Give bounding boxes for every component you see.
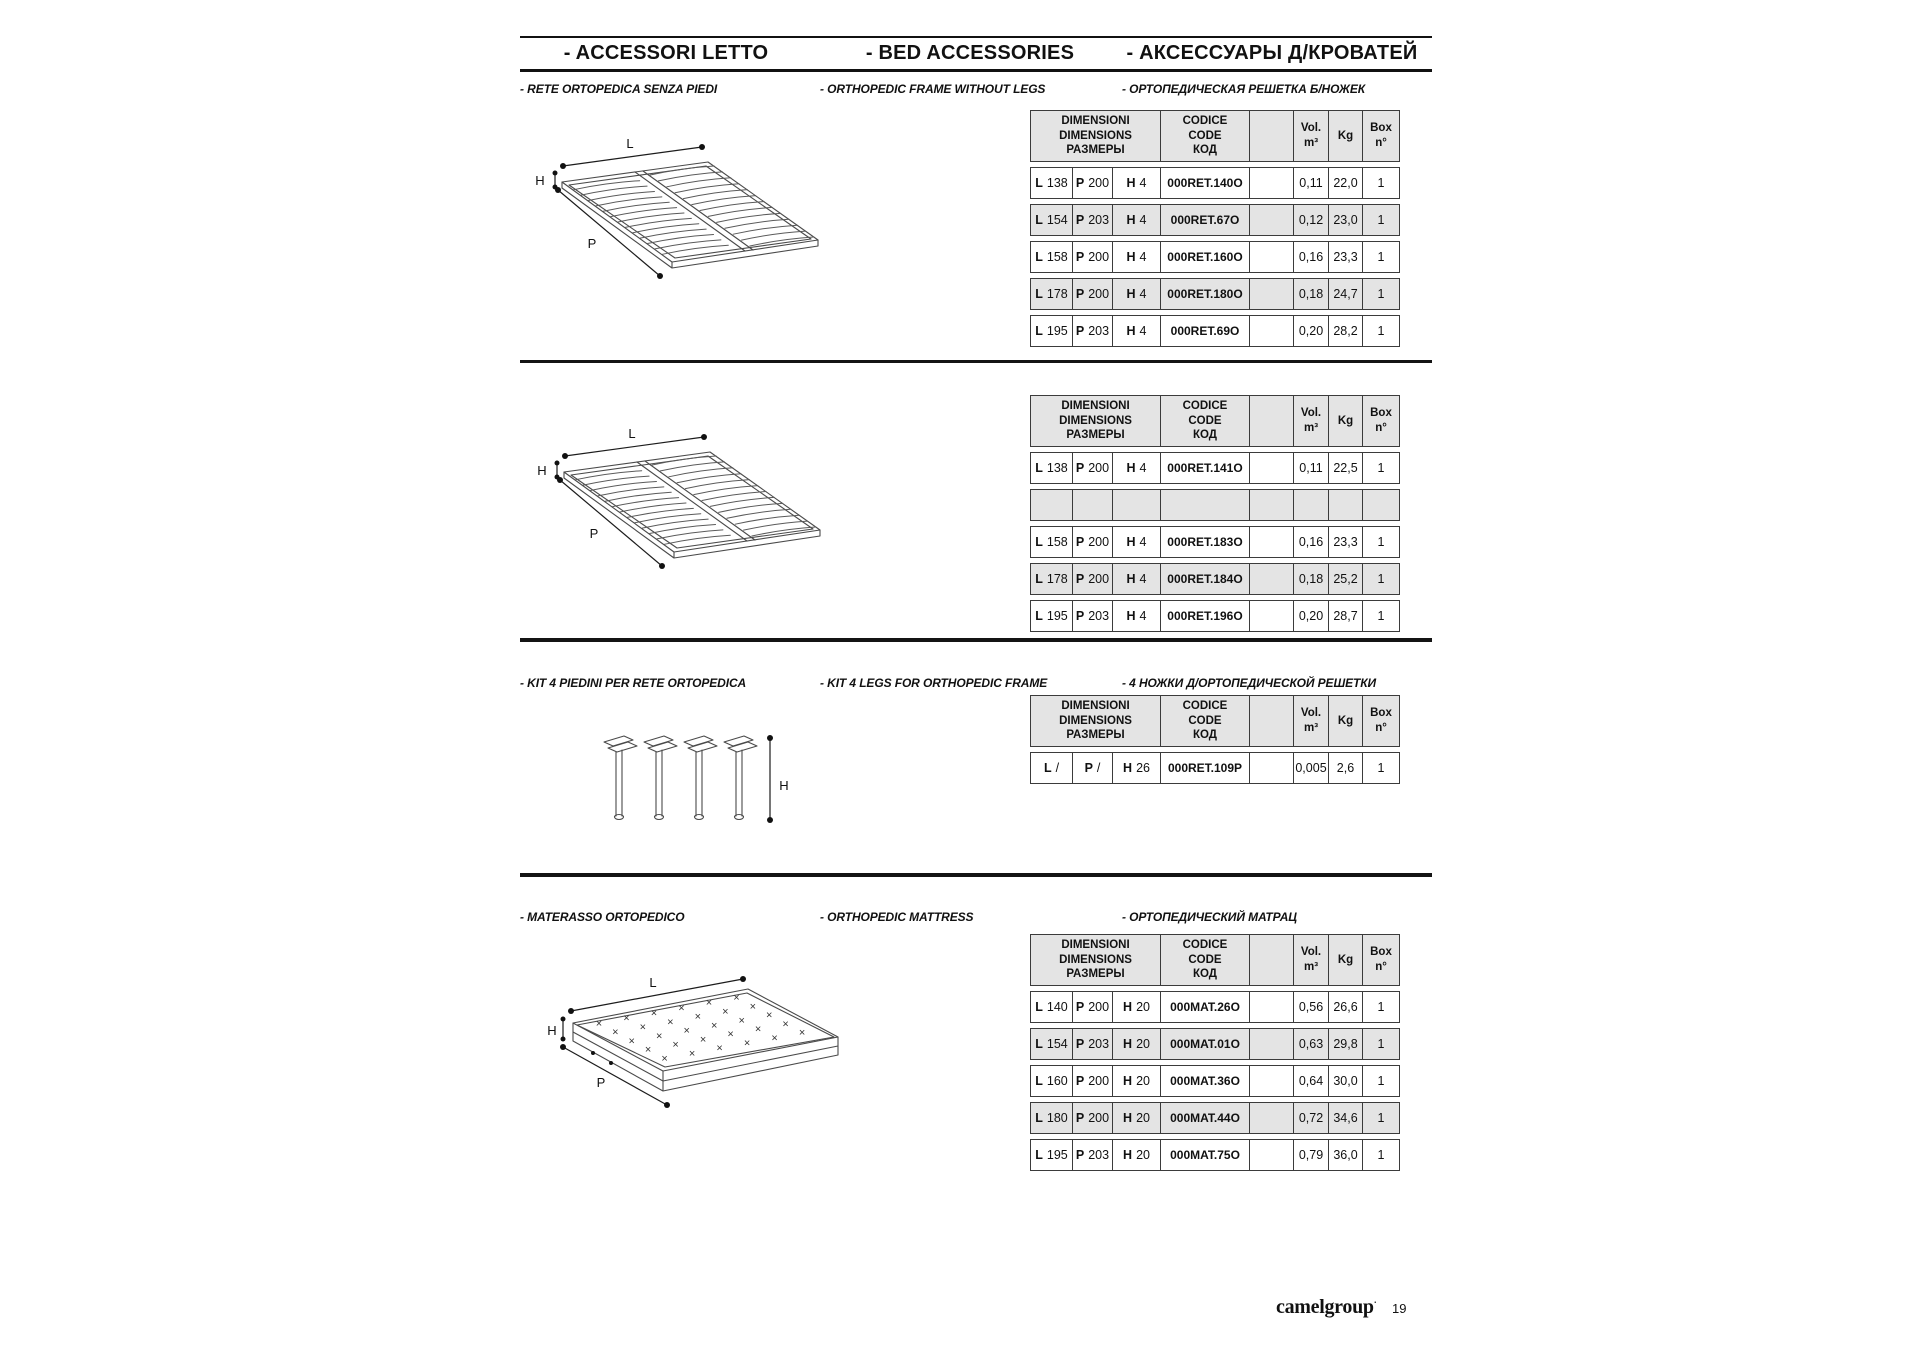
volume-cell: 0,11: [1294, 453, 1329, 483]
kg-cell: 22,0: [1329, 168, 1363, 198]
spacer-cell: [1250, 527, 1294, 557]
brand-logo: camelgroup·: [1276, 1296, 1377, 1318]
volume-cell: 0,11: [1294, 168, 1329, 198]
kg-cell: 28,7: [1329, 601, 1363, 631]
box-cell: 1: [1377, 324, 1385, 338]
table-row: [1030, 315, 1400, 347]
svg-text:×: ×: [661, 1053, 668, 1066]
code-cell: 000RET.109P: [1161, 753, 1250, 783]
table-row: [1030, 526, 1400, 558]
kit-heading-russian: - 4 НОЖКИ Д/ОРТОПЕДИЧЕСКОЙ РЕШЕТКИ: [1122, 676, 1377, 690]
col-spacer: [1250, 396, 1294, 446]
code-cell: 000RET.180O: [1161, 279, 1250, 309]
kg-cell: 36,0: [1329, 1140, 1363, 1170]
dim-p-cell: P 200: [1073, 1103, 1113, 1133]
spacer-cell: [1250, 279, 1294, 309]
svg-text:×: ×: [656, 1030, 663, 1043]
code-cell: 000MAT.01O: [1161, 1029, 1250, 1059]
col-spacer: [1250, 111, 1294, 161]
col-volume: Vol. m³: [1294, 696, 1329, 746]
mattress-table: [1030, 934, 1400, 1171]
col-dimensions: DIMENSIONI DIMENSIONS РАЗМЕРЫ: [1031, 696, 1161, 746]
box-cell: 1: [1377, 1111, 1385, 1125]
height-dim-label: H: [547, 1023, 557, 1038]
svg-text:×: ×: [743, 1037, 751, 1050]
code-cell: 000MAT.44O: [1161, 1103, 1250, 1133]
code-cell: 000RET.69O: [1161, 316, 1250, 346]
dim-p-cell: P 200: [1073, 168, 1113, 198]
frame-table-1: [1030, 110, 1400, 347]
dim-p-cell: P /: [1073, 753, 1113, 783]
svg-text:×: ×: [716, 1042, 723, 1055]
orthopedic-frame-drawing-2: [532, 408, 832, 578]
svg-text:×: ×: [672, 1039, 679, 1052]
col-kg: Kg: [1329, 935, 1363, 985]
spacer-cell: [1250, 992, 1294, 1022]
spacer-cell: [1250, 1066, 1294, 1096]
dim-l-cell: L 178: [1031, 564, 1073, 594]
page-title-russian: - АКСЕССУАРЫ Д/КРОВАТЕЙ: [1126, 42, 1418, 64]
box-cell: 1: [1377, 213, 1385, 227]
table-row: [1030, 167, 1400, 199]
dim-h-cell: H 20: [1113, 1140, 1161, 1170]
col-volume: Vol. m³: [1294, 396, 1329, 446]
dim-l-cell: L /: [1031, 753, 1073, 783]
dim-h-cell: H 26: [1113, 753, 1161, 783]
dim-p-cell: P 200: [1073, 279, 1113, 309]
svg-text:×: ×: [639, 1021, 647, 1034]
dim-l-cell: L 154: [1031, 1029, 1073, 1059]
volume-cell: 0,63: [1294, 1029, 1329, 1059]
svg-text:×: ×: [644, 1044, 652, 1057]
code-cell: 000RET.183O: [1161, 527, 1250, 557]
kg-cell: 23,3: [1329, 242, 1363, 272]
mattress-heading-english: - ORTHOPEDIC MATTRESS: [820, 910, 974, 924]
table-row: [1030, 1028, 1400, 1060]
box-cell: 1: [1377, 572, 1385, 586]
svg-text:×: ×: [628, 1035, 635, 1048]
table-row: [1030, 1139, 1400, 1171]
volume-cell: 0,56: [1294, 992, 1329, 1022]
page-title-english: - BED ACCESSORIES: [865, 42, 1075, 64]
svg-text:×: ×: [699, 1033, 707, 1046]
svg-text:×: ×: [798, 1027, 806, 1040]
spacer-cell: [1250, 316, 1294, 346]
page-title-italian: - ACCESSORI LETTO: [563, 42, 769, 64]
spacer-cell: [1250, 1140, 1294, 1170]
table-header: [1030, 934, 1400, 986]
kg-cell: 24,7: [1329, 279, 1363, 309]
dim-h-cell: H 4: [1113, 564, 1161, 594]
box-cell: 1: [1377, 1148, 1385, 1162]
table-row: [1030, 204, 1400, 236]
section-divider: [520, 873, 1432, 877]
spacer-cell: [1250, 205, 1294, 235]
col-kg: Kg: [1329, 696, 1363, 746]
svg-text:×: ×: [733, 991, 740, 1004]
table-row: [1030, 752, 1400, 784]
code-cell: [1161, 490, 1250, 520]
kg-cell: [1329, 490, 1363, 520]
volume-cell: 0,005: [1294, 753, 1329, 783]
depth-dim-label: P: [596, 1075, 606, 1090]
depth-dim-label: P: [589, 526, 599, 541]
volume-cell: 0,18: [1294, 564, 1329, 594]
dim-l-cell: L 154: [1031, 205, 1073, 235]
table-row: [1030, 489, 1400, 521]
trademark-mark: ·: [1373, 1297, 1377, 1308]
section-divider: [520, 638, 1432, 642]
dim-h-cell: [1113, 490, 1161, 520]
dim-l-cell: L 140: [1031, 992, 1073, 1022]
volume-cell: 0,20: [1294, 316, 1329, 346]
box-cell: 1: [1377, 1074, 1385, 1088]
kg-cell: 28,2: [1329, 316, 1363, 346]
col-box: Box n°: [1370, 707, 1392, 734]
table-row: [1030, 1102, 1400, 1134]
svg-text:×: ×: [678, 1002, 685, 1015]
col-code: CODICE CODE КОД: [1161, 935, 1250, 985]
volume-cell: 0,16: [1294, 527, 1329, 557]
kg-cell: 23,0: [1329, 205, 1363, 235]
code-cell: 000RET.140O: [1161, 168, 1250, 198]
volume-cell: 0,79: [1294, 1140, 1329, 1170]
table-row: [1030, 563, 1400, 595]
svg-text:×: ×: [623, 1012, 630, 1025]
orthopedic-mattress-drawing: [545, 975, 845, 1140]
volume-cell: 0,18: [1294, 279, 1329, 309]
mattress-heading-italian: - MATERASSO ORTOPEDICO: [520, 910, 685, 924]
svg-text:×: ×: [754, 1023, 762, 1036]
table-row: [1030, 452, 1400, 484]
kg-cell: 29,8: [1329, 1029, 1363, 1059]
length-dim-label: L: [649, 975, 657, 990]
volume-cell: [1294, 490, 1329, 520]
col-spacer: [1250, 696, 1294, 746]
col-volume: Vol. m³: [1294, 111, 1329, 161]
dim-p-cell: P 203: [1073, 316, 1113, 346]
col-kg: Kg: [1329, 111, 1363, 161]
dim-h-cell: H 4: [1113, 527, 1161, 557]
code-cell: 000RET.141O: [1161, 453, 1250, 483]
col-code: CODICE CODE КОД: [1161, 696, 1250, 746]
dim-l-cell: L 195: [1031, 1140, 1073, 1170]
spacer-cell: [1250, 490, 1294, 520]
box-cell: 1: [1377, 535, 1385, 549]
code-cell: 000RET.184O: [1161, 564, 1250, 594]
dim-h-cell: H 20: [1113, 1103, 1161, 1133]
svg-text:×: ×: [683, 1025, 690, 1038]
page-number: 19: [1392, 1301, 1407, 1316]
kg-cell: 34,6: [1329, 1103, 1363, 1133]
dim-p-cell: P 200: [1073, 1066, 1113, 1096]
code-cell: 000RET.196O: [1161, 601, 1250, 631]
depth-dim-label: P: [587, 236, 597, 251]
svg-text:×: ×: [722, 1005, 729, 1018]
volume-cell: 0,64: [1294, 1066, 1329, 1096]
dim-h-cell: H 4: [1113, 242, 1161, 272]
col-box: Box n°: [1370, 407, 1392, 434]
col-kg: Kg: [1329, 396, 1363, 446]
spacer-cell: [1250, 753, 1294, 783]
dim-l-cell: L 158: [1031, 527, 1073, 557]
dim-l-cell: L 138: [1031, 168, 1073, 198]
svg-text:×: ×: [650, 1007, 658, 1020]
dim-h-cell: H 4: [1113, 601, 1161, 631]
svg-text:×: ×: [749, 1000, 757, 1013]
volume-cell: 0,72: [1294, 1103, 1329, 1133]
volume-cell: 0,20: [1294, 601, 1329, 631]
svg-text:×: ×: [688, 1047, 696, 1060]
svg-text:×: ×: [667, 1016, 674, 1029]
box-cell: [1363, 490, 1399, 520]
height-dim-label: H: [537, 463, 547, 478]
col-volume: Vol. m³: [1294, 935, 1329, 985]
table-header: [1030, 395, 1400, 447]
code-cell: 000MAT.36O: [1161, 1066, 1250, 1096]
dim-h-cell: H 4: [1113, 168, 1161, 198]
dim-l-cell: L 160: [1031, 1066, 1073, 1096]
length-dim-label: L: [626, 136, 634, 151]
box-cell: 1: [1377, 176, 1385, 190]
svg-text:×: ×: [782, 1018, 789, 1031]
dim-h-cell: H 20: [1113, 1066, 1161, 1096]
dim-l-cell: L 180: [1031, 1103, 1073, 1133]
table-header: [1030, 695, 1400, 747]
dim-p-cell: [1073, 490, 1113, 520]
spacer-cell: [1250, 601, 1294, 631]
svg-text:×: ×: [612, 1026, 619, 1039]
col-dimensions: DIMENSIONI DIMENSIONS РАЗМЕРЫ: [1031, 396, 1161, 446]
dim-l-cell: L 138: [1031, 453, 1073, 483]
dim-l-cell: L 195: [1031, 316, 1073, 346]
section-divider: [520, 360, 1432, 363]
dim-h-cell: H 20: [1113, 992, 1161, 1022]
col-code: CODICE CODE КОД: [1161, 111, 1250, 161]
height-dim-label: H: [779, 778, 789, 793]
code-cell: 000MAT.75O: [1161, 1140, 1250, 1170]
dim-h-cell: H 20: [1113, 1029, 1161, 1059]
dim-p-cell: P 203: [1073, 601, 1113, 631]
kit-heading-italian: - KIT 4 PIEDINI PER RETE ORTOPEDICA: [520, 676, 747, 690]
kg-cell: 30,0: [1329, 1066, 1363, 1096]
dim-l-cell: [1031, 490, 1073, 520]
dim-p-cell: P 203: [1073, 1140, 1113, 1170]
height-dim-label: H: [535, 173, 545, 188]
code-cell: 000MAT.26O: [1161, 992, 1250, 1022]
table-row: [1030, 241, 1400, 273]
kg-cell: 23,3: [1329, 527, 1363, 557]
orthopedic-frame-drawing-1: [530, 118, 830, 288]
code-cell: 000RET.160O: [1161, 242, 1250, 272]
box-cell: 1: [1377, 461, 1385, 475]
spacer-cell: [1250, 168, 1294, 198]
col-box: Box n°: [1370, 946, 1392, 973]
table-row: [1030, 991, 1400, 1023]
kit-heading-english: - KIT 4 LEGS FOR ORTHOPEDIC FRAME: [820, 676, 1048, 690]
dim-p-cell: P 203: [1073, 205, 1113, 235]
volume-cell: 0,16: [1294, 242, 1329, 272]
dim-h-cell: H 4: [1113, 316, 1161, 346]
frame-heading-italian: - RETE ORTOPEDICA SENZA PIEDI: [520, 82, 718, 96]
dim-p-cell: P 203: [1073, 1029, 1113, 1059]
dim-h-cell: H 4: [1113, 453, 1161, 483]
spacer-cell: [1250, 564, 1294, 594]
table-row: [1030, 278, 1400, 310]
dim-p-cell: P 200: [1073, 564, 1113, 594]
spacer-cell: [1250, 1029, 1294, 1059]
svg-text:×: ×: [771, 1032, 778, 1045]
frame-heading-english: - ORTHOPEDIC FRAME WITHOUT LEGS: [820, 82, 1046, 96]
box-cell: 1: [1377, 609, 1385, 623]
svg-text:×: ×: [705, 997, 713, 1010]
spacer-cell: [1250, 242, 1294, 272]
box-cell: 1: [1377, 761, 1385, 775]
volume-cell: 0,12: [1294, 205, 1329, 235]
dim-l-cell: L 178: [1031, 279, 1073, 309]
dim-h-cell: H 4: [1113, 279, 1161, 309]
code-cell: 000RET.67O: [1161, 205, 1250, 235]
svg-text:×: ×: [766, 1009, 773, 1022]
table-row: [1030, 600, 1400, 632]
svg-text:×: ×: [595, 1017, 603, 1030]
kg-cell: 25,2: [1329, 564, 1363, 594]
mattress-heading-russian: - ОРТОПЕДИЧЕСКИЙ МАТРАЦ: [1122, 910, 1297, 924]
svg-text:×: ×: [694, 1011, 702, 1024]
dim-h-cell: H 4: [1113, 205, 1161, 235]
spacer-cell: [1250, 453, 1294, 483]
svg-text:×: ×: [738, 1014, 745, 1027]
dim-p-cell: P 200: [1073, 242, 1113, 272]
spacer-cell: [1250, 1103, 1294, 1133]
col-box: Box n°: [1370, 122, 1392, 149]
svg-text:×: ×: [711, 1019, 718, 1032]
svg-text:×: ×: [727, 1028, 734, 1041]
col-dimensions: DIMENSIONI DIMENSIONS РАЗМЕРЫ: [1031, 935, 1161, 985]
box-cell: 1: [1377, 250, 1385, 264]
col-code: CODICE CODE КОД: [1161, 396, 1250, 446]
frame-heading-russian: - ОРТОПЕДИЧЕСКАЯ РЕШЕТКА Б/НОЖЕК: [1122, 82, 1366, 96]
col-spacer: [1250, 935, 1294, 985]
col-dimensions: DIMENSIONI DIMENSIONS РАЗМЕРЫ: [1031, 111, 1161, 161]
table-header: [1030, 110, 1400, 162]
kg-cell: 22,5: [1329, 453, 1363, 483]
dim-p-cell: P 200: [1073, 453, 1113, 483]
length-dim-label: L: [628, 426, 636, 441]
box-cell: 1: [1377, 1000, 1385, 1014]
dim-l-cell: L 195: [1031, 601, 1073, 631]
kit-table: [1030, 695, 1400, 784]
box-cell: 1: [1377, 1037, 1385, 1051]
kg-cell: 26,6: [1329, 992, 1363, 1022]
kg-cell: 2,6: [1329, 753, 1363, 783]
dim-l-cell: L 158: [1031, 242, 1073, 272]
dim-p-cell: P 200: [1073, 527, 1113, 557]
kit-legs-drawing: [592, 728, 802, 840]
dim-p-cell: P 200: [1073, 992, 1113, 1022]
box-cell: 1: [1377, 287, 1385, 301]
table-row: [1030, 1065, 1400, 1097]
frame-table-2: [1030, 395, 1400, 632]
